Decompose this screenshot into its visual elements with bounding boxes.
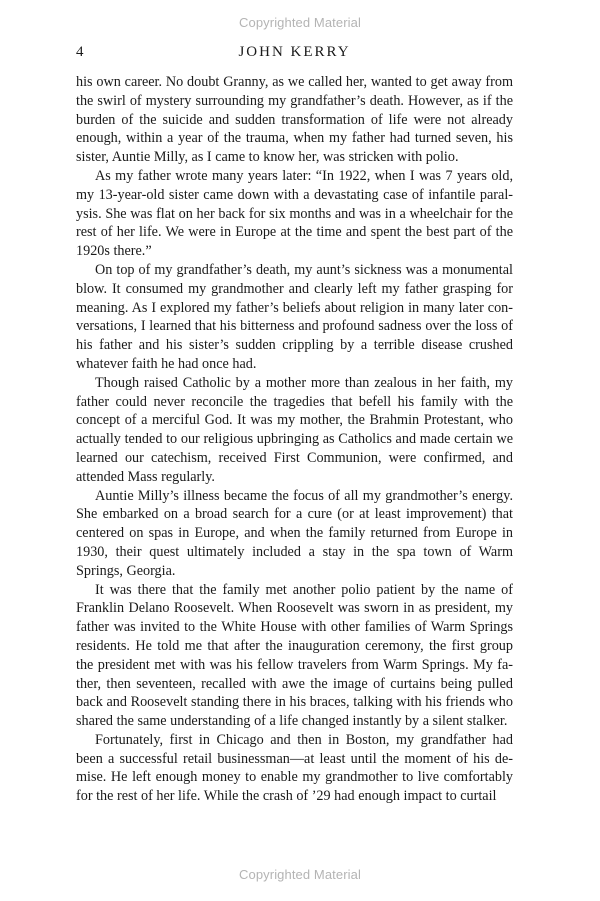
paragraph: Fortunately, first in Chicago and then in Boston, my grandfather had been a successful retail businessman—at least until the moment of his demise. He left enough money to enable my grandmother to live comfortably for the rest of her life. While the crash of ’29 had enough impact to curtail [76, 731, 513, 805]
copyright-watermark-bottom: Copyrighted Material [239, 867, 361, 882]
paragraph: Auntie Milly’s illness became the focus of all my grandmother’s energy. She embarked on a broad search for a cure (or at least improvement) that centered on spas in Europe, and when the family returned from Europe in 1930, their quest ultimately included a stay in the spa town of Warm Springs, Georgia. [76, 487, 513, 579]
paragraph: As my father wrote many years later: “In 1922, when I was 7 years old, my 13-year-old sister came down with a devastating case of infantile paralysis. She was flat on her back for six months and was in a wheelchair for the rest of her life. We were in Europe at the time and spent the best part of the 1920s there.” [76, 167, 513, 260]
book-title: JOHN KERRY [238, 44, 351, 60]
copyright-watermark-top: Copyrighted Material [239, 15, 361, 30]
paragraph: It was there that the family met another polio patient by the name of Franklin Delano Roosevelt. When Roosevelt was sworn in as president, my father was invited to the White House with other families of Warm Springs residents. He told me that after the inauguration ceremony, the first group the president met with was his fellow travelers from Warm Springs. My father, then seventeen, recalled with awe the image of curtains being pulled back and Roosevelt standing there in his braces, talking with his friends who shared the same understanding of a life changed instantly by a silent stalker. [76, 581, 513, 730]
running-head [76, 44, 513, 64]
page-number: 4 [76, 44, 84, 60]
paragraph: his own career. No doubt Granny, as we called her, wanted to get away from the swirl of mystery surrounding my grandfather’s death. However, as if the burden of the suicide and sudden transformation of life were not already enough, within a year of the trauma, when my father had turned seven, his sister, Auntie Milly, as I came to know her, was stricken with polio. [76, 74, 513, 166]
paragraph: Though raised Catholic by a mother more than zealous in her faith, my father could never reconcile the tragedies that befell his family with the concept of a merciful God. It was my mother, the Brahmin Protestant, who actually tended to our religious upbringing as Catholics and made certain we learned our catechism, received First Communion, were confirmed, and attended Mass regularly. [76, 374, 513, 485]
body-text [76, 73, 513, 806]
paragraph: On top of my grandfather’s death, my aunt’s sickness was a monumental blow. It consumed my grandmother and clearly left my father grasping for meaning. As I explored my father’s beliefs about religion in many later conversations, I learned that his bitterness and profound sadness over the loss of his father and his sister’s sudden crippling by a terrible disease crushed whatever faith he had once had. [76, 261, 513, 372]
